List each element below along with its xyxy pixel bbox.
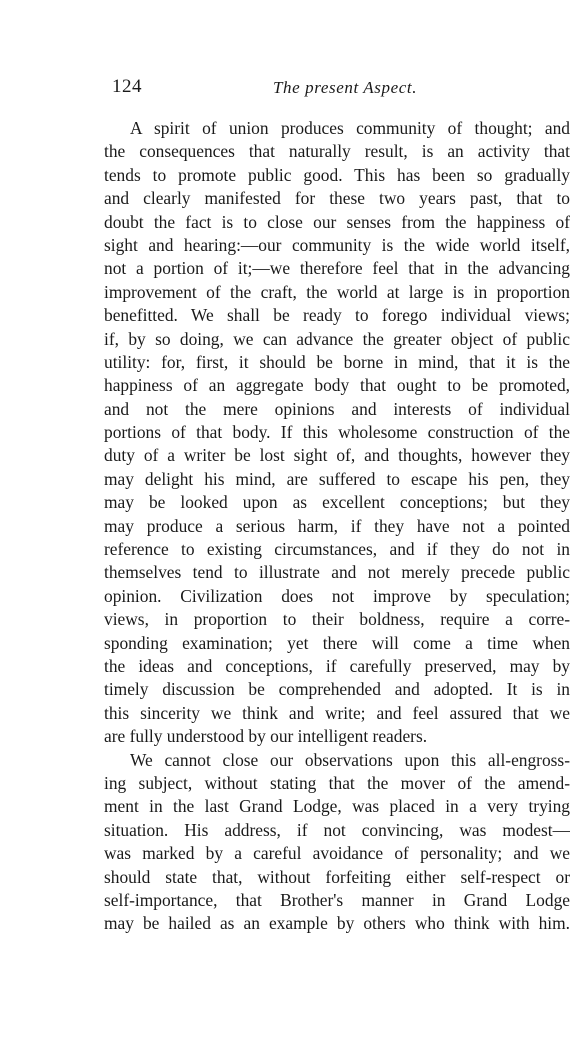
text-line: opinion. Civilization does not improve by speculation;: [104, 585, 570, 606]
text-line: tends to promote public good. This has been so gradually: [104, 164, 570, 185]
text-line: We cannot close our observations upon this all-engross-: [130, 749, 570, 770]
text-line: this sincerity we think and write; and feel assured that we: [104, 702, 570, 723]
text-line: and not the mere opinions and interests of individual: [104, 398, 570, 419]
text-line: A spirit of union produces community of thought; and: [130, 118, 570, 138]
text-line: reference to existing circumstances, and if they do not in: [104, 539, 570, 560]
text-line: self-importance, that Brother's manner in Grand Lodge: [104, 889, 570, 910]
text-line: the consequences that naturally result, is an activity that: [104, 141, 570, 162]
text-line: situation. His address, if not convincing, was modest—: [104, 819, 570, 840]
text-line: benefitted. We shall be ready to forego individual views;: [104, 305, 570, 326]
text-line: was marked by a careful avoidance of personality; and we: [104, 843, 570, 864]
text-line: and clearly manifested for these two years past, that to: [104, 188, 570, 209]
text-line: are fully understood by our intelligent readers.: [104, 726, 428, 747]
text-line: not a portion of it;—we therefore feel that in the advancing: [104, 258, 570, 279]
text-line: may produce a serious harm, if they have not a pointed: [104, 515, 570, 536]
text-line: happiness of an aggregate body that ought to be promoted,: [104, 375, 570, 396]
text-line: should state that, without forfeiting either self-respect or: [104, 866, 570, 887]
text-line: timely discussion be comprehended and adopted. It is in: [104, 679, 570, 700]
text-line: themselves tend to illustrate and not merely precede public: [104, 562, 570, 583]
text-line: utility: for, first, it should be borne in mind, that it is the: [104, 351, 570, 372]
text-line: may be looked upon as excellent conceptions; but they: [104, 492, 570, 513]
text-line: doubt the fact is to close our senses from the happiness of: [104, 211, 570, 232]
running-head: The present Aspect.: [273, 78, 418, 97]
body-text: [104, 117, 570, 936]
text-line: improvement of the craft, the world at large is in proportion: [104, 281, 570, 302]
page-header: [112, 76, 430, 102]
page-number: 124: [112, 76, 142, 97]
text-line: the ideas and conceptions, if carefully preserved, may by: [104, 655, 570, 676]
text-line: views, in proportion to their boldness, require a corre-: [104, 609, 570, 630]
text-line: sponding examination; yet there will come a time when: [104, 632, 570, 653]
text-line: sight and hearing:—our community is the wide world itself,: [104, 234, 570, 255]
text-line: ing subject, without stating that the mover of the amend-: [104, 772, 570, 793]
text-line: may be hailed as an example by others who think with him.: [104, 913, 570, 934]
text-line: ment in the last Grand Lodge, was placed in a very trying: [104, 796, 570, 817]
text-line: portions of that body. If this wholesome construction of the: [104, 422, 570, 443]
text-line: if, by so doing, we can advance the greater object of public: [104, 328, 570, 349]
text-line: may delight his mind, are suffered to escape his pen, they: [104, 468, 570, 489]
text-line: duty of a writer be lost sight of, and thoughts, however they: [104, 445, 570, 466]
